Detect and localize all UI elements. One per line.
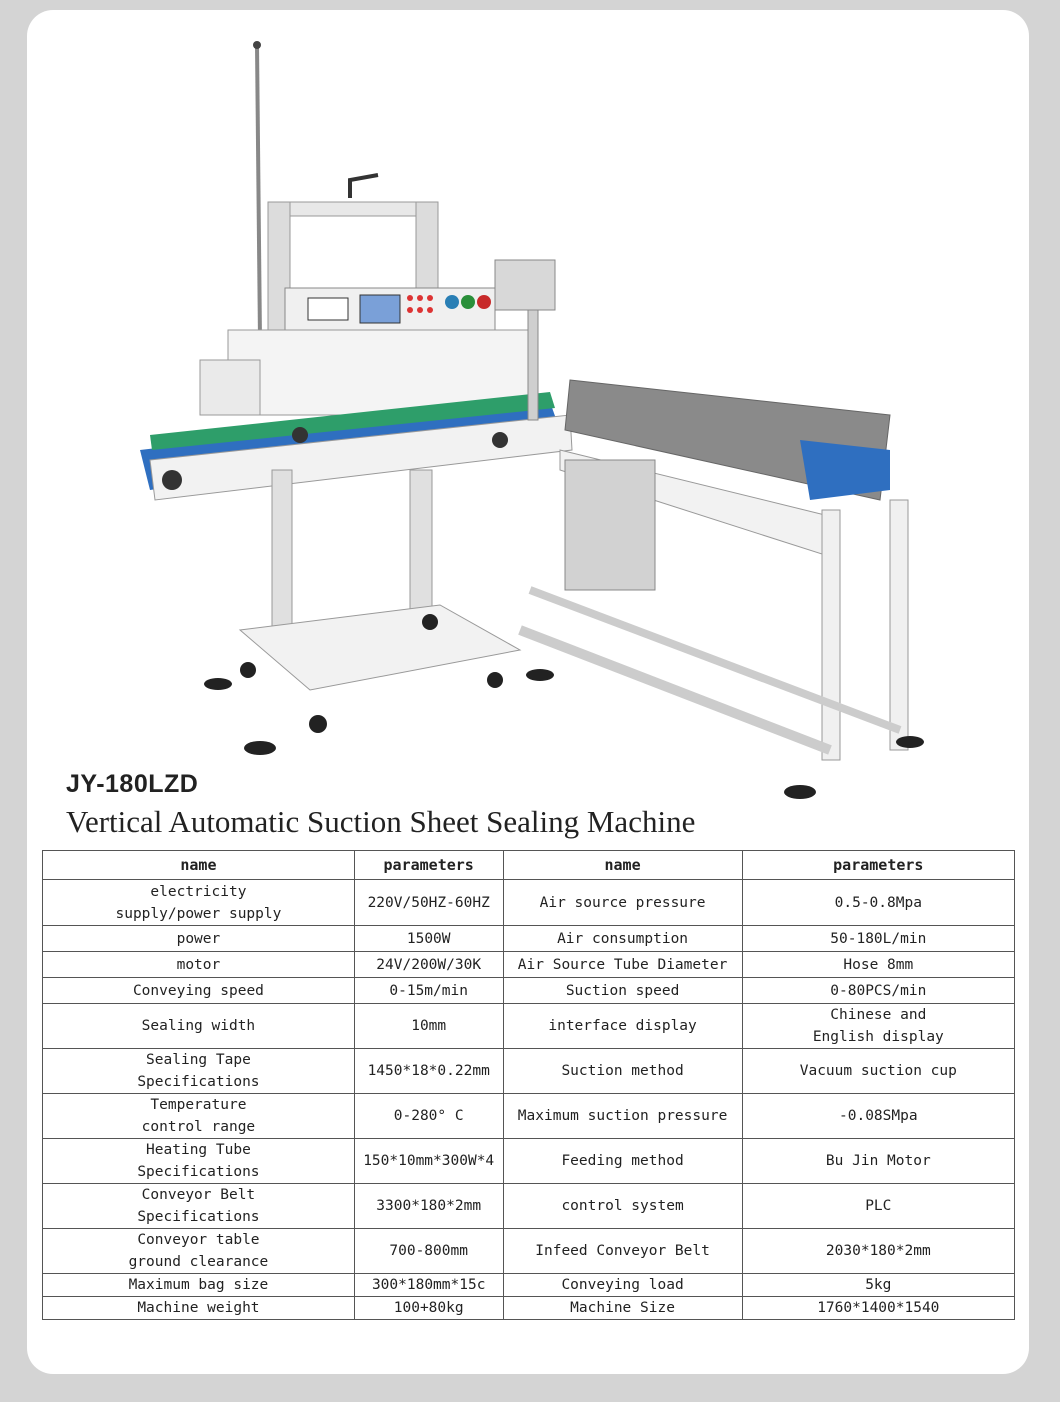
table-header-row (43, 851, 1015, 880)
spec-value-cell: 0-15m/min (354, 978, 503, 1004)
spec-value-cell: PLC (742, 1184, 1014, 1229)
table-row (43, 1004, 1015, 1049)
spec-name-cell: Temperature control range (43, 1094, 355, 1139)
table-row (43, 1094, 1015, 1139)
spec-name-cell: motor (43, 952, 355, 978)
spec-value-cell: Hose 8mm (742, 952, 1014, 978)
table-row (43, 1139, 1015, 1184)
table-row (43, 1297, 1015, 1320)
spec-name-cell: Feeding method (503, 1139, 742, 1184)
spec-value-cell: 10mm (354, 1004, 503, 1049)
spec-value-cell: 150*10mm*300W*4 (354, 1139, 503, 1184)
spec-name-cell: Air consumption (503, 926, 742, 952)
spec-name-cell: Suction method (503, 1049, 742, 1094)
spec-name-cell: electricity supply/power supply (43, 880, 355, 926)
table-row (43, 1049, 1015, 1094)
spec-value-cell: 24V/200W/30K (354, 952, 503, 978)
table-row (43, 952, 1015, 978)
spec-value-cell: 1760*1400*1540 (742, 1297, 1014, 1320)
spec-name-cell: Air Source Tube Diameter (503, 952, 742, 978)
spec-name-cell: Infeed Conveyor Belt (503, 1229, 742, 1274)
table-row (43, 926, 1015, 952)
model-number: JY-180LZD (66, 770, 199, 798)
spec-value-cell: Vacuum suction cup (742, 1049, 1014, 1094)
spec-name-cell: Conveying speed (43, 978, 355, 1004)
spec-name-cell: Air source pressure (503, 880, 742, 926)
spec-name-cell: Conveyor table ground clearance (43, 1229, 355, 1274)
spec-value-cell: 0.5-0.8Mpa (742, 880, 1014, 926)
header-name-2: name (503, 851, 742, 880)
spec-value-cell: 220V/50HZ-60HZ (354, 880, 503, 926)
spec-value-cell: 100+80kg (354, 1297, 503, 1320)
spec-name-cell: power (43, 926, 355, 952)
spec-name-cell: Suction speed (503, 978, 742, 1004)
spec-value-cell: 0-280° C (354, 1094, 503, 1139)
header-name-1: name (43, 851, 355, 880)
spec-value-cell: -0.08SMpa (742, 1094, 1014, 1139)
spec-name-cell: interface display (503, 1004, 742, 1049)
header-parameters-1: parameters (354, 851, 503, 880)
table-row (43, 1184, 1015, 1229)
spec-value-cell: 700-800mm (354, 1229, 503, 1274)
table-row (43, 1274, 1015, 1297)
spec-name-cell: control system (503, 1184, 742, 1229)
table-row (43, 880, 1015, 926)
spec-name-cell: Heating Tube Specifications (43, 1139, 355, 1184)
spec-value-cell: 1450*18*0.22mm (354, 1049, 503, 1094)
spec-name-cell: Conveyor Belt Specifications (43, 1184, 355, 1229)
product-title: Vertical Automatic Suction Sheet Sealing Machine (66, 804, 696, 839)
spec-name-cell: Machine Size (503, 1297, 742, 1320)
spec-table (42, 850, 1015, 1320)
header-parameters-2: parameters (742, 851, 1014, 880)
spec-value-cell: 300*180mm*15c (354, 1274, 503, 1297)
spec-value-cell: 2030*180*2mm (742, 1229, 1014, 1274)
spec-value-cell: 5kg (742, 1274, 1014, 1297)
spec-name-cell: Sealing Tape Specifications (43, 1049, 355, 1094)
table-row (43, 1229, 1015, 1274)
spec-name-cell: Sealing width (43, 1004, 355, 1049)
spec-value-cell: Bu Jin Motor (742, 1139, 1014, 1184)
spec-value-cell: Chinese and English display (742, 1004, 1014, 1049)
spec-value-cell: 3300*180*2mm (354, 1184, 503, 1229)
spec-value-cell: 0-80PCS/min (742, 978, 1014, 1004)
table-row (43, 978, 1015, 1004)
spec-name-cell: Machine weight (43, 1297, 355, 1320)
sealing-machine-image (110, 30, 950, 810)
spec-name-cell: Maximum bag size (43, 1274, 355, 1297)
spec-name-cell: Conveying load (503, 1274, 742, 1297)
spec-name-cell: Maximum suction pressure (503, 1094, 742, 1139)
spec-value-cell: 1500W (354, 926, 503, 952)
spec-value-cell: 50-180L/min (742, 926, 1014, 952)
